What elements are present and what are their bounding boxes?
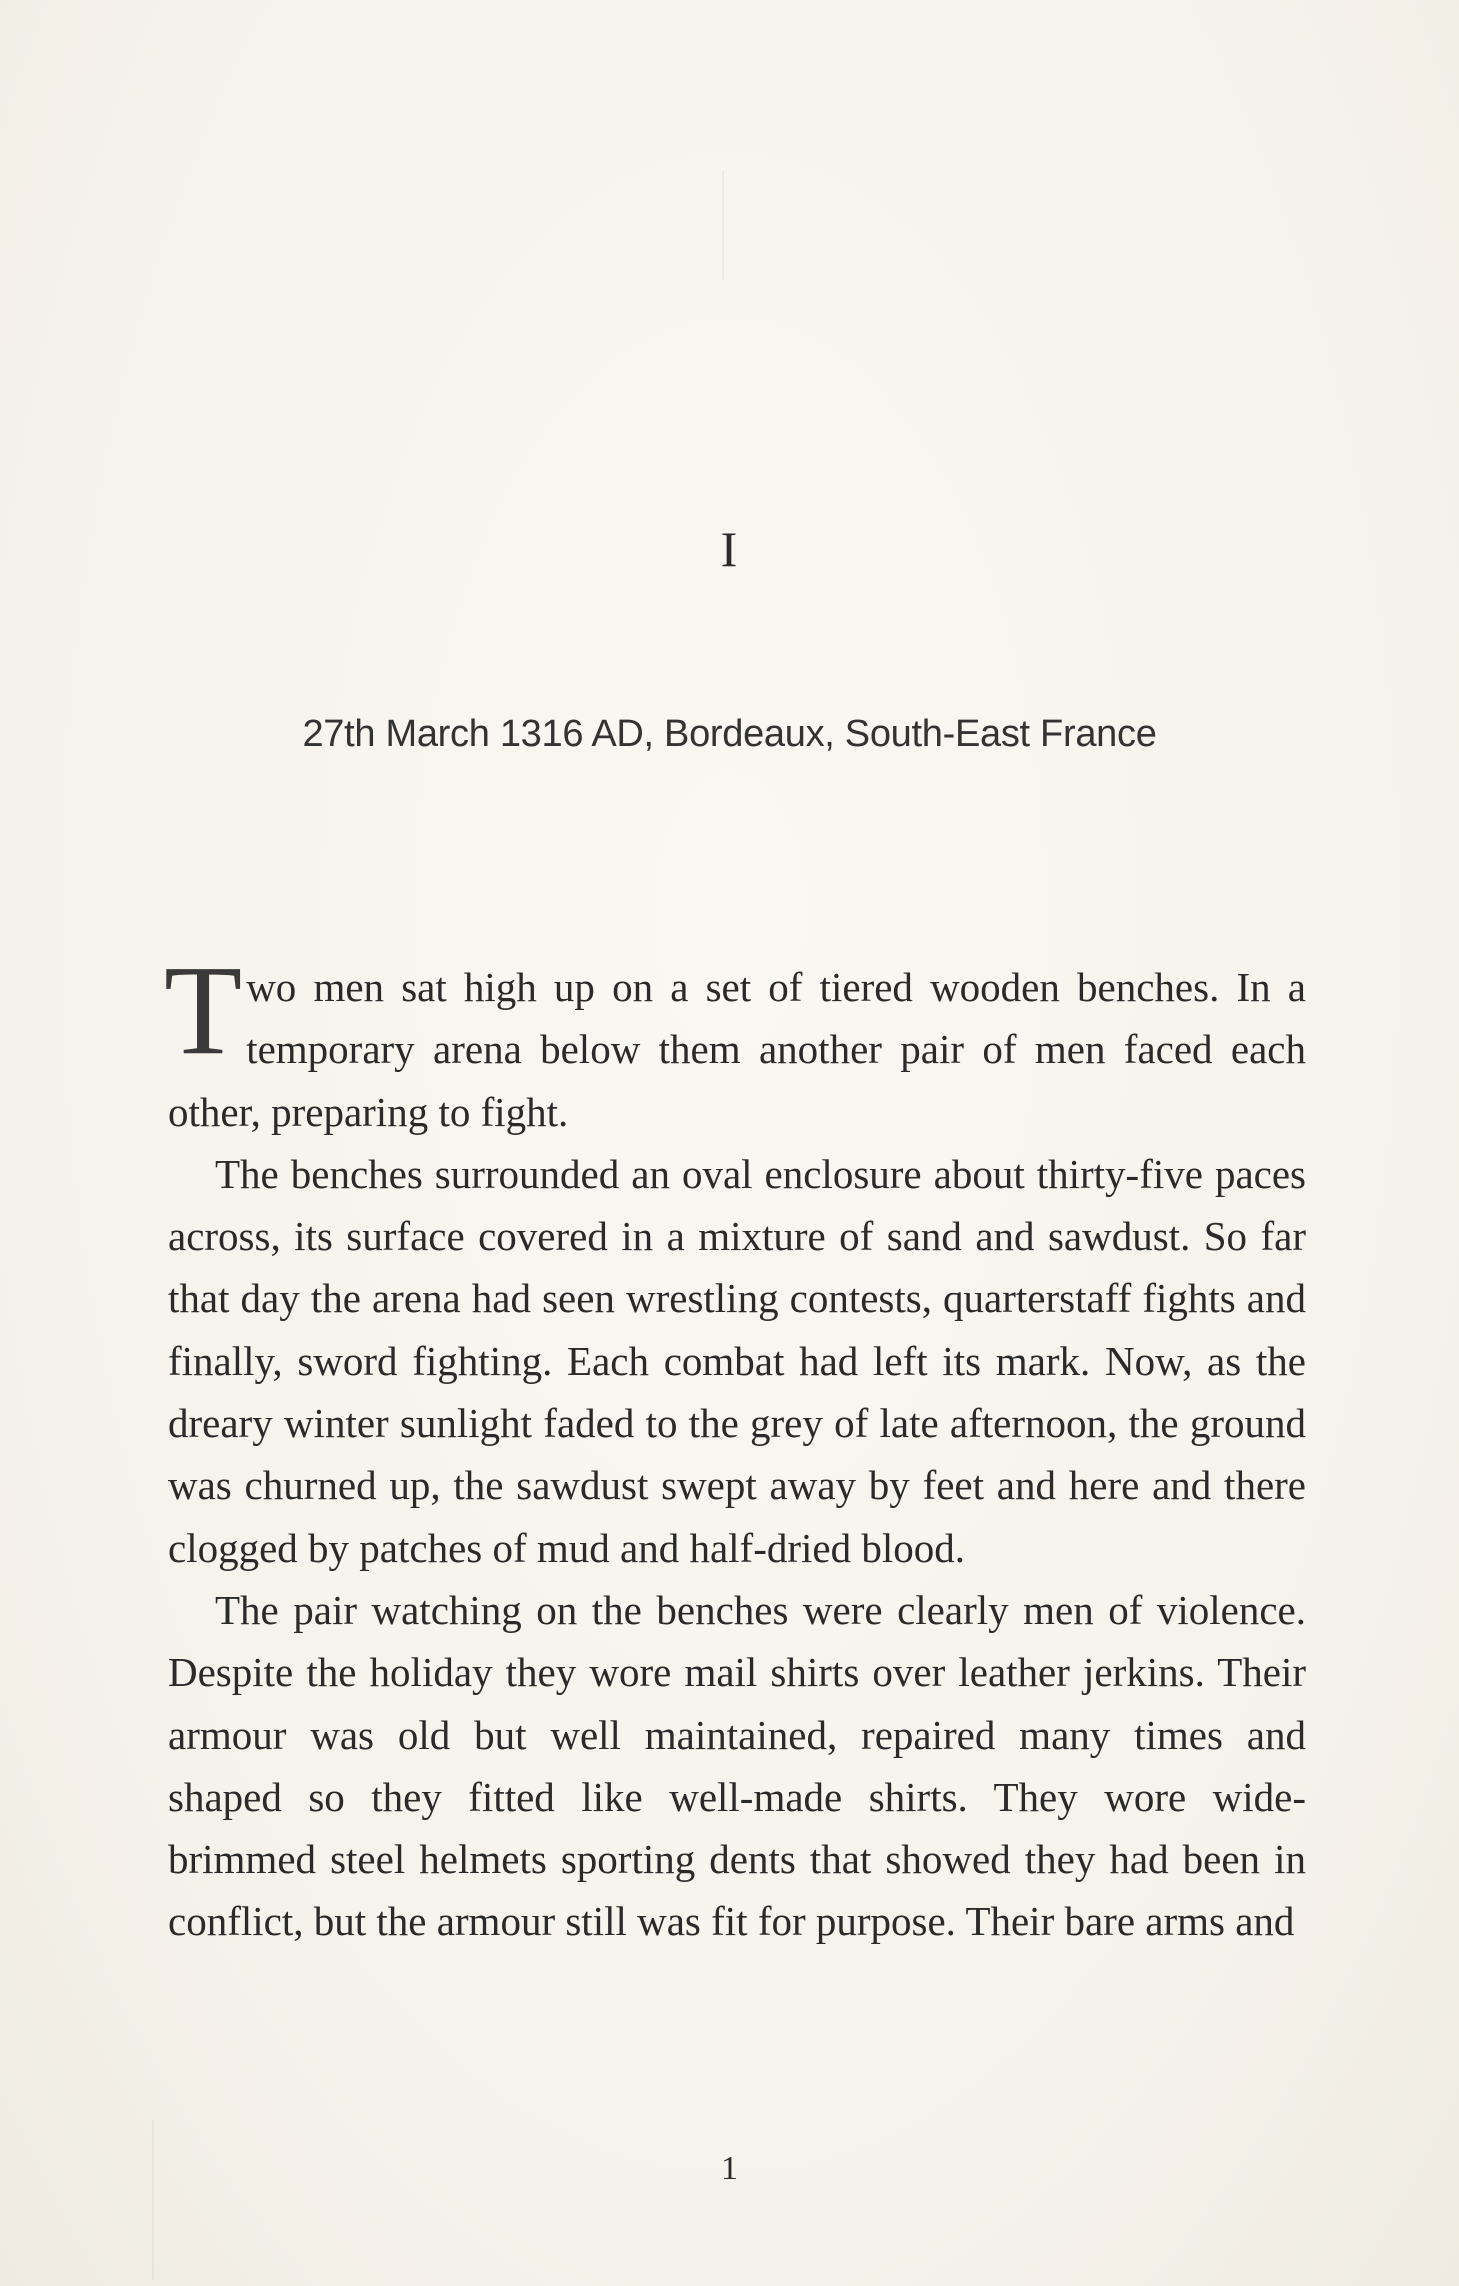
drop-cap: T [164,939,243,1081]
page-show-through-mark [722,170,724,280]
chapter-body [164,939,1306,1953]
paragraph-1-text: wo men sat high up on a set of tiered wooden benches. In a temporary arena below them another pair of men faced each other, preparing to fight. [168,964,1306,1135]
paragraph-3: The pair watching on the benches were clearly men of violence. Despite the holiday they wore mail shirts over leather jerkins. Their armour was old but well maintained, repaired many times and shaped so they fitted like well-made shirts. They wore wide-brimmed steel helmets sporting dents that showed they had been in conflict, but the armour still was fit for purpose. Their bare arms and [168,1586,1306,1945]
chapter-number: I [720,521,739,577]
chapter-dateline: 27th March 1316 AD, Bordeaux, South-East France [302,713,1157,755]
page-number: 1 [721,2150,738,2187]
paragraph-1 [164,939,1306,1143]
page-show-through-mark [152,2120,154,2280]
paragraph-2: The benches surrounded an oval enclosure about thirty-five paces across, its surface covered in a mixture of sand and sawdust. So far that day the arena had seen wrestling contests, quarterstaff fights and finally, sword fighting. Each combat had left its mark. Now, as the dreary winter sunlight faded to the grey of late afternoon, the ground was churned up, the sawdust swept away by feet and here and there clogged by patches of mud and half-dried blood. [168,1150,1306,1571]
